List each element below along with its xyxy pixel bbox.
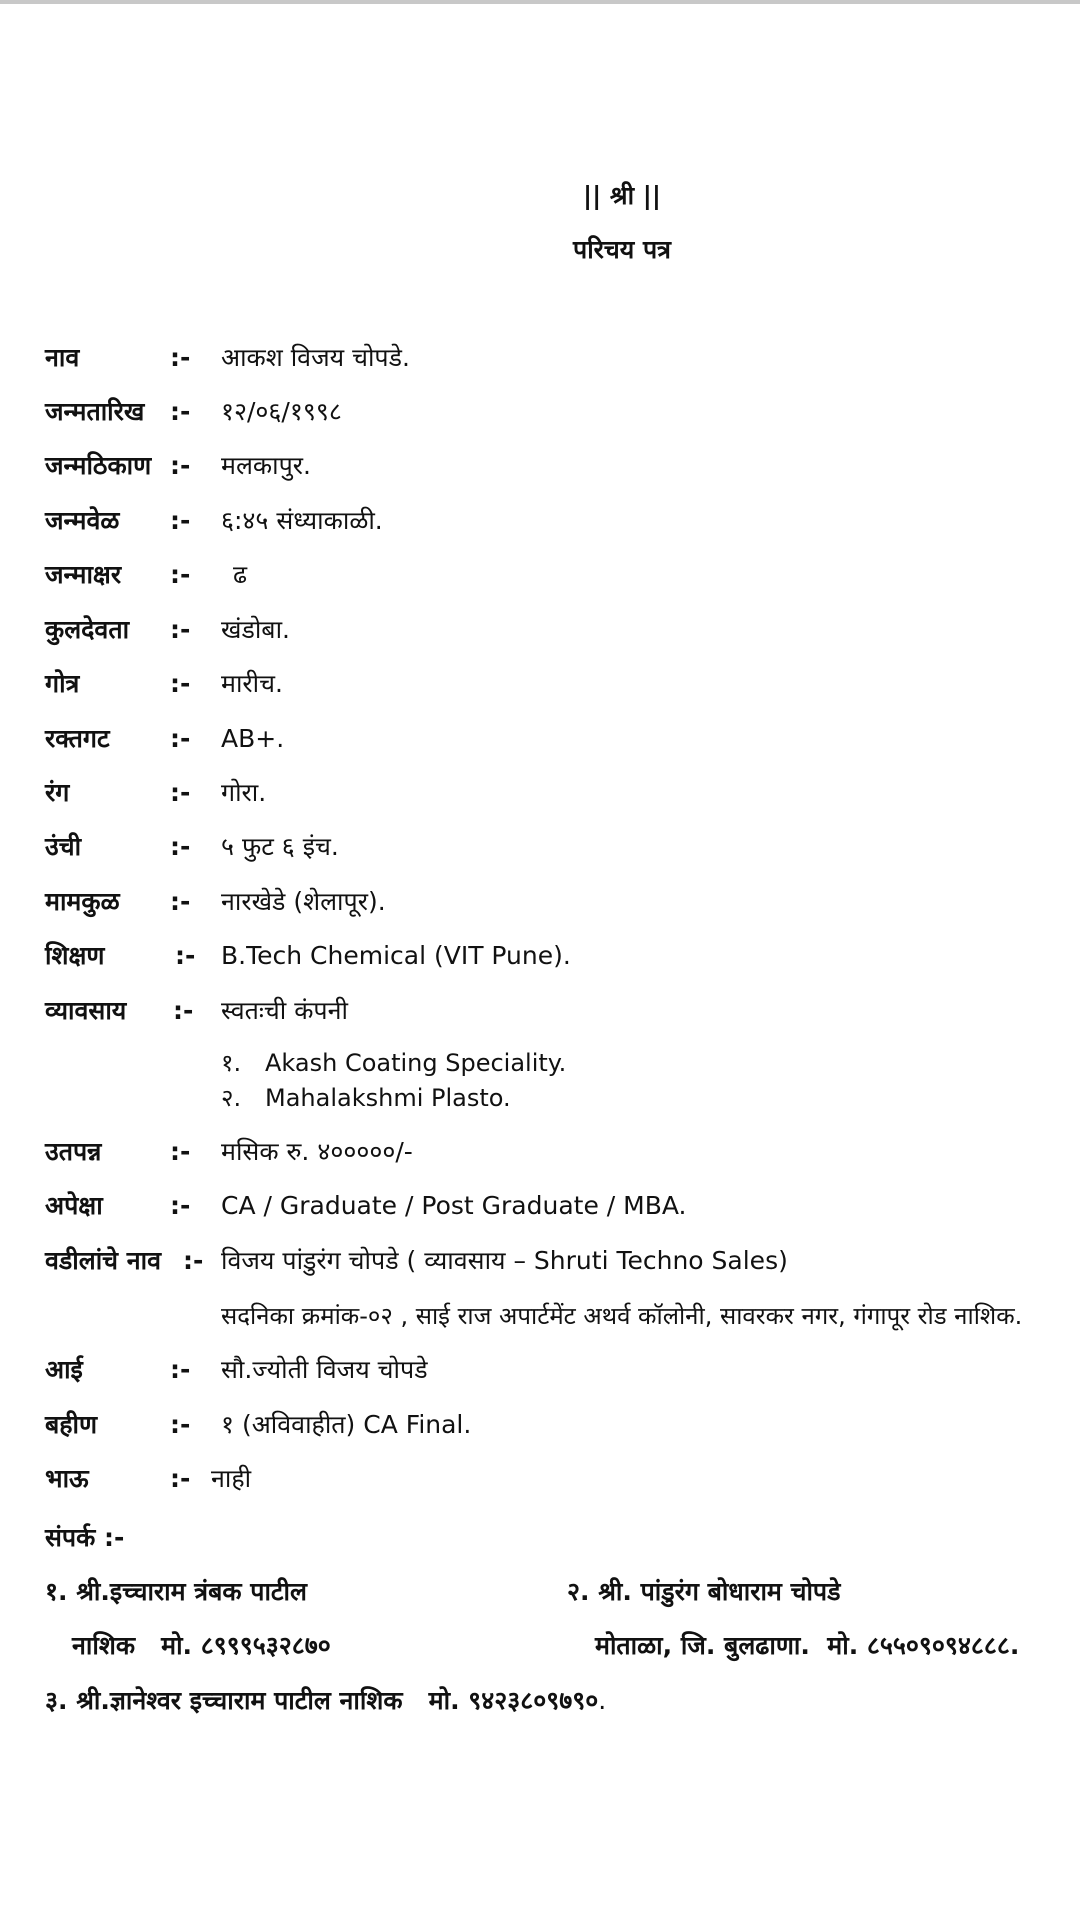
contact-1-detail: नाशिक मो. ८९९९५३२८७० bbox=[72, 1631, 331, 1660]
contact-2-detail: मोताळा, जि. बुलढाणा. मो. ८५५०९०९४८८८. bbox=[595, 1631, 1020, 1660]
contact-3 bbox=[45, 1683, 606, 1717]
document-title: परिचय पत्र bbox=[573, 235, 671, 264]
top-border bbox=[0, 0, 1080, 4]
contact-1-name: १. श्री.इच्चाराम त्रंबक पाटील bbox=[45, 1577, 307, 1606]
contact-heading: संपर्क :- bbox=[45, 1523, 125, 1552]
invocation: || श्री || bbox=[582, 181, 662, 210]
contact-2-name: २. श्री. पांडुरंग बोधाराम चोपडे bbox=[567, 1577, 841, 1606]
contact-3-end: . bbox=[598, 1686, 607, 1715]
address: सदनिका क्रमांक-०२ , साई राज अपार्टमेंट अथर्व कॉलोनी, सावरकर नगर, गंगापूर रोड नाशिक. bbox=[221, 1302, 1023, 1330]
contact-3-name: ३. श्री.ज्ञानेश्वर इच्चाराम पाटील नाशिक मो. ९४२३८०९७९० bbox=[45, 1686, 599, 1715]
